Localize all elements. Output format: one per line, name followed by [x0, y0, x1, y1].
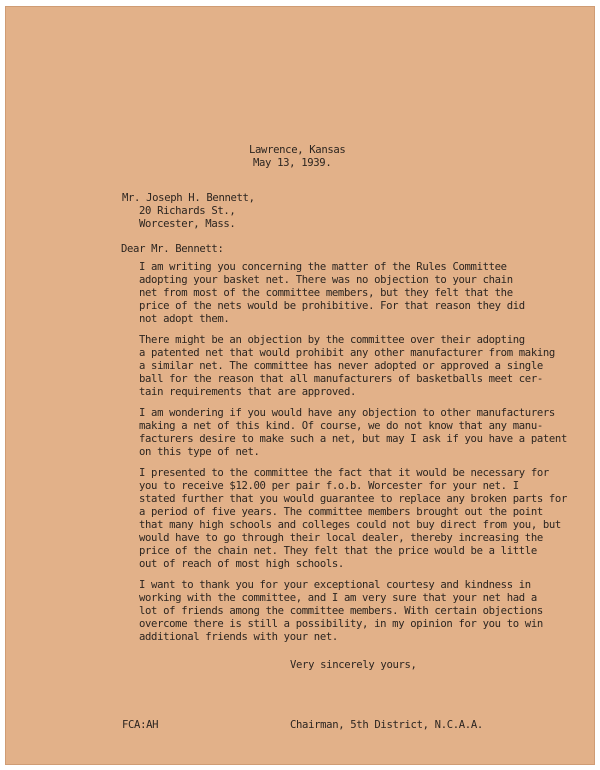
paragraph-line: facturers desire to make such a net, but may I ask if you have a patent: [139, 433, 567, 445]
paragraph-line: price of the chain net. They felt that the price would be a little: [139, 545, 537, 557]
letter-date: May 13, 1939.: [253, 157, 332, 169]
paragraph-line: ball for the reason that all manufacturers of basketballs meet cer-: [139, 373, 543, 385]
paragraph-line: a similar net. The committee has never adopted or approved a single: [139, 360, 543, 372]
paragraph-line: price of the nets would be prohibitive. For that reason they did: [139, 300, 525, 312]
paragraph-line: tain requirements that are approved.: [139, 386, 357, 398]
paragraph-line: a period of five years. The committee members brought out the point: [139, 506, 543, 518]
paragraph-line: additional friends with your net.: [139, 631, 338, 643]
paragraph-line: There might be an objection by the committee over their adopting: [139, 334, 525, 346]
typist-initials: FCA:AH: [122, 719, 159, 731]
closing: Very sincerely yours,: [290, 659, 417, 671]
paragraph-line: overcome there is still a possibility, in my opinion for you to win: [139, 618, 543, 630]
paragraph-line: a patented net that would prohibit any other manufacturer from making: [139, 347, 555, 359]
paragraph-line: adopting your basket net. There was no objection to your chain: [139, 274, 513, 286]
letter-place: Lawrence, Kansas: [249, 144, 346, 156]
paragraph-line: I am writing you concerning the matter of the Rules Committee: [139, 261, 507, 273]
salutation: Dear Mr. Bennett:: [121, 243, 224, 255]
recipient-name: Mr. Joseph H. Bennett,: [122, 192, 255, 204]
paragraph-line: stated further that you would guarantee to replace any broken parts for: [139, 493, 567, 505]
paragraph-line: I am wondering if you would have any objection to other manufacturers: [139, 407, 555, 419]
paragraph-line: working with the committee, and I am very sure that your net had a: [139, 592, 537, 604]
paragraph-line: on this type of net.: [139, 446, 260, 458]
paragraph-line: making a net of this kind. Of course, we do not know that any manu-: [139, 420, 543, 432]
paragraph-line: that many high schools and colleges could not buy direct from you, but: [139, 519, 561, 531]
paragraph-line: I presented to the committee the fact that it would be necessary for: [139, 467, 549, 479]
paragraph-line: lot of friends among the committee members. With certain objections: [139, 605, 543, 617]
letter-page: [5, 6, 595, 765]
paragraph-line: out of reach of most high schools.: [139, 558, 344, 570]
recipient-city: Worcester, Mass.: [139, 218, 236, 230]
paragraph-line: would have to go through their local dealer, thereby increasing the: [139, 532, 543, 544]
signature-title: Chairman, 5th District, N.C.A.A.: [290, 719, 483, 731]
recipient-street: 20 Richards St.,: [139, 205, 236, 217]
paragraph-line: net from most of the committee members, but they felt that the: [139, 287, 513, 299]
paragraph-line: you to receive $12.00 per pair f.o.b. Worcester for your net. I: [139, 480, 519, 492]
paragraph-line: I want to thank you for your exceptional courtesy and kindness in: [139, 579, 531, 591]
paragraph-line: not adopt them.: [139, 313, 230, 325]
